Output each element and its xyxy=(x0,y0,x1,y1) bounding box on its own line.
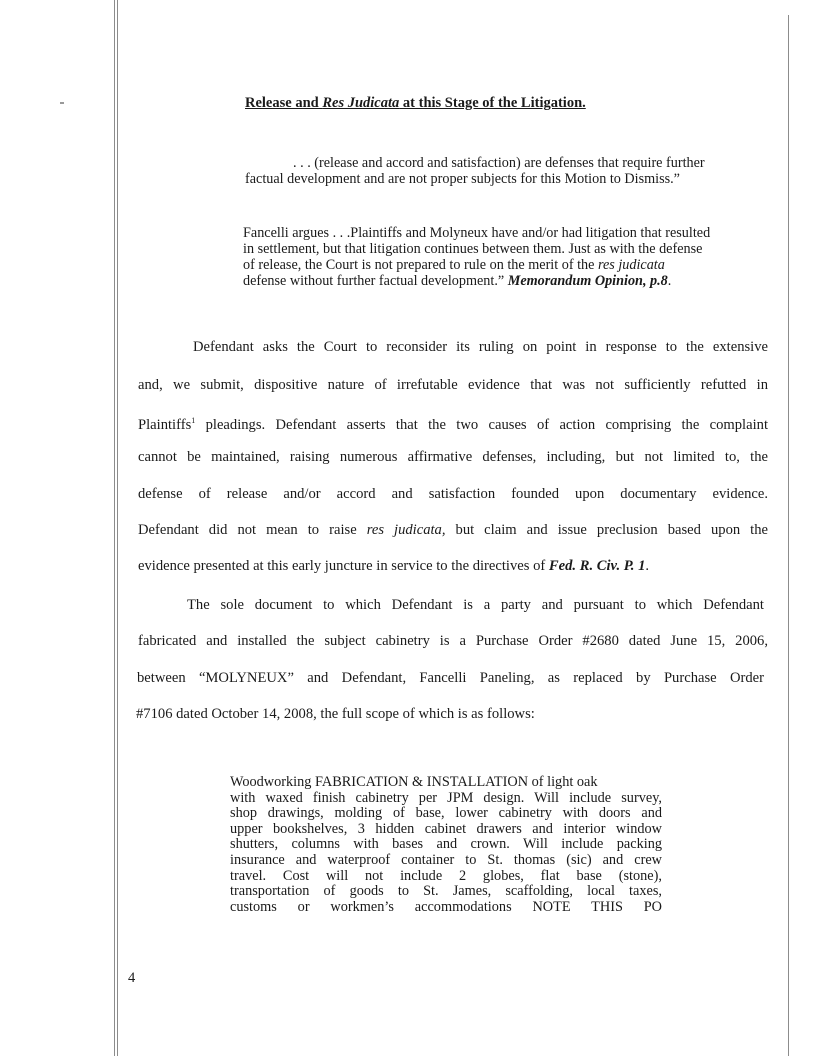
quote-line: travel. Cost will not include 2 globes, flat base (stone), xyxy=(230,867,662,884)
paragraph-line: Plaintiffs$^1$ pleadings. Defendant asserts that the two causes of action comprising the complaint xyxy=(138,416,768,433)
quote-line: insurance and waterproof container to St. thomas (sic) and crew xyxy=(230,851,662,868)
paragraph-line: The sole document to which Defendant is a party and pursuant to which Defendant xyxy=(187,597,764,613)
quote-line: upper bookshelves, 3 hidden cabinet drawers and interior window xyxy=(230,820,662,837)
block-quote-1 xyxy=(245,155,765,187)
section-heading: Release and Res Judicata at this Stage of the Litigation. xyxy=(245,95,586,111)
scan-speck xyxy=(60,102,64,104)
quote-line: . . . (release and accord and satisfaction) are defenses that require further xyxy=(293,155,705,171)
right-margin-rule xyxy=(788,15,789,1056)
paragraph-line: fabricated and installed the subject cabinetry is a Purchase Order #2680 dated June 15, 2006, xyxy=(138,633,768,649)
paragraph-line: Defendant did not mean to raise res judicata, but claim and issue preclusion based upon the xyxy=(138,522,769,538)
paragraph-line: evidence presented at this early juncture in service to the directives of Fed. R. Civ. P. 1. xyxy=(138,558,650,574)
left-margin-rule-inner xyxy=(117,0,118,1056)
quote-line: factual development and are not proper subjects for this Motion to Dismiss.” xyxy=(245,171,680,187)
page-number: 4 xyxy=(128,970,136,986)
paragraph-line: and, we submit, dispositive nature of irrefutable evidence that was not sufficiently refutted in xyxy=(138,377,768,393)
quote-line: with waxed finish cabinetry per JPM design. Will include survey, xyxy=(230,789,662,806)
quote-line: defense without further factual development.” Memorandum Opinion, p.8. xyxy=(243,273,672,289)
paragraph-line: defense of release and/or accord and satisfaction founded upon documentary evidence. xyxy=(138,486,768,502)
quote-line: customs or workmen’s accommodations NOTE THIS PO xyxy=(230,898,662,915)
left-margin-rule xyxy=(114,0,115,1056)
quote-line: shop drawings, molding of base, lower cabinetry with doors and xyxy=(230,805,662,822)
quote-line: shutters, columns with bases and crown. Will include packing xyxy=(230,836,662,853)
block-quote-2 xyxy=(243,225,773,289)
quote-line: of release, the Court is not prepared to rule on the merit of the res judicata xyxy=(243,257,665,273)
quote-line: transportation of goods to St. James, scaffolding, local taxes, xyxy=(230,883,662,900)
quote-line: Fancelli argues . . .Plaintiffs and Molyneux have and/or had litigation that resulted xyxy=(243,225,711,241)
quote-line: Woodworking FABRICATION & INSTALLATION of light oak xyxy=(230,774,598,790)
paragraph-line: between “MOLYNEUX” and Defendant, Fancelli Paneling, as replaced by Purchase Order xyxy=(137,670,764,686)
quote-line: in settlement, but that litigation continues between them. Just as with the defense xyxy=(243,241,703,257)
paragraph-line: Defendant asks the Court to reconsider its ruling on point in response to the extensive xyxy=(193,339,768,355)
paragraph-line: cannot be maintained, raising numerous affirmative defenses, including, but not limited to, the xyxy=(138,449,768,465)
purchase-order-quote xyxy=(230,775,662,915)
paragraph-line: #7106 dated October 14, 2008, the full scope of which is as follows: xyxy=(136,706,535,722)
